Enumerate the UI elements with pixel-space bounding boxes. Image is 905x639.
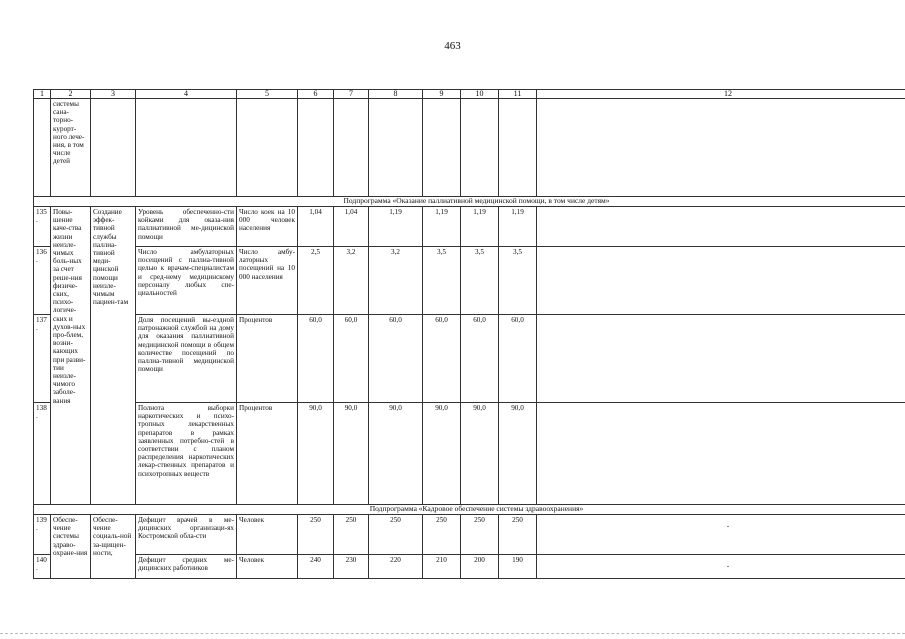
value-cell: 250 [298, 515, 334, 555]
value-cell: 90,0 [461, 403, 499, 505]
note-cell: - [537, 515, 905, 555]
table-row [34, 555, 905, 579]
table-row [34, 515, 905, 555]
task-cell: Обеспе-чение социаль-ной за-щищен-ности, [91, 515, 136, 579]
value-cell: 3,5 [461, 247, 499, 315]
value-cell: 60,0 [298, 315, 334, 403]
value-cell: 90,0 [369, 403, 423, 505]
subprogram-row [34, 505, 905, 515]
table-row [34, 247, 905, 315]
goal-cell: Повы-шение каче-ства жизни неизле-чимых боль-ных за счет реше-ния физиче-ских, психо-логиче-ских и духов-ных про-блем, возни-кающих при разви-тии неизле-чимого заболе-вания [51, 207, 91, 505]
header-cell: 3 [91, 90, 136, 99]
row-number: 139. [34, 515, 51, 555]
row-number: 138. [34, 403, 51, 505]
task-cell: Создание эффек-тивной службы паллиа-тивной меди-цинской помощи неизле-чимым пациен-там [91, 207, 136, 505]
unit-cell: Человек [237, 555, 298, 579]
header-cell: 8 [369, 90, 423, 99]
indicator-cell: Число амбулаторных посещений с паллиа-тивной целью к врачам-специалистам и сред-нему медицинскому персоналу любых спе-циальностей [136, 247, 237, 315]
unit-cell: Процентов [237, 403, 298, 505]
header-row [34, 90, 905, 99]
note-cell: - [537, 555, 905, 579]
subprogram-row [34, 197, 905, 207]
value-cell: 1,19 [423, 207, 461, 247]
value-cell: 60,0 [334, 315, 369, 403]
page-edge-divider [0, 633, 905, 634]
value-cell: 2,5 [298, 247, 334, 315]
subprogram-title: Подпрограмма «Кадровое обеспечение системы здравоохранения» [34, 505, 905, 515]
indicator-cell: Уровень обеспеченно-сти койками для оказа-ния паллиативной ме-дицинской помощи [136, 207, 237, 247]
header-cell: 7 [334, 90, 369, 99]
row-number: 137. [34, 315, 51, 403]
indicator-cell: Полнота выборки наркотических и психо-тропных лекарственных препаратов в рамках заявленных потребно-стей в соответствии с планом распределения наркотических лекар-ственных препаратов и психотропных веществ [136, 403, 237, 505]
value-cell: 3,5 [499, 247, 537, 315]
header-cell: 9 [423, 90, 461, 99]
indicators-table [33, 89, 905, 579]
header-cell: 1 [34, 90, 51, 99]
unit-cell: Число коек на 10 000 человек населения [237, 207, 298, 247]
header-cell: 4 [136, 90, 237, 99]
value-cell: 250 [423, 515, 461, 555]
indicator-cell: Дефицит врачей в ме-дицинских организаци-ях Костромской обла-сти [136, 515, 237, 555]
table-row [34, 403, 905, 505]
value-cell: 3,2 [369, 247, 423, 315]
indicator-cell: Дефицит средних ме-дицинских работников [136, 555, 237, 579]
value-cell: 90,0 [499, 403, 537, 505]
header-cell: 5 [237, 90, 298, 99]
value-cell: 1,19 [461, 207, 499, 247]
unit-cell: Процентов [237, 315, 298, 403]
value-cell: 60,0 [423, 315, 461, 403]
header-cell: 2 [51, 90, 91, 99]
value-cell: 90,0 [423, 403, 461, 505]
value-cell: 200 [461, 555, 499, 579]
header-cell: 12 [537, 90, 905, 99]
value-cell: 250 [334, 515, 369, 555]
value-cell: 60,0 [461, 315, 499, 403]
row-number: 140. [34, 555, 51, 579]
unit-cell: Число амбу-латорных посещений на 10 000 населения [237, 247, 298, 315]
page-number: 463 [444, 40, 461, 52]
value-cell: 60,0 [499, 315, 537, 403]
row-number: 136. [34, 247, 51, 315]
row-number: 135. [34, 207, 51, 247]
header-cell: 10 [461, 90, 499, 99]
header-cell: 11 [499, 90, 537, 99]
value-cell: 3,2 [334, 247, 369, 315]
table-row [34, 99, 905, 197]
header-cell: 6 [298, 90, 334, 99]
value-cell: 250 [369, 515, 423, 555]
value-cell: 3,5 [423, 247, 461, 315]
value-cell: 220 [369, 555, 423, 579]
table-row [34, 207, 905, 247]
value-cell: 1,04 [298, 207, 334, 247]
unit-cell: Человек [237, 515, 298, 555]
value-cell: 250 [461, 515, 499, 555]
value-cell: 210 [423, 555, 461, 579]
value-cell: 1,19 [499, 207, 537, 247]
value-cell: 90,0 [334, 403, 369, 505]
value-cell: 240 [298, 555, 334, 579]
table-row [34, 315, 905, 403]
value-cell: 190 [499, 555, 537, 579]
value-cell: 250 [499, 515, 537, 555]
subprogram-title: Подпрограмма «Оказание паллиативной медицинской помощи, в том числе детям» [34, 197, 905, 207]
value-cell: 90,0 [298, 403, 334, 505]
value-cell: 1,04 [334, 207, 369, 247]
goal-cell: системы сана-торно-курорт-ного лече-ния, в том числе детей [51, 99, 91, 197]
value-cell: 60,0 [369, 315, 423, 403]
value-cell: 230 [334, 555, 369, 579]
value-cell: 1,19 [369, 207, 423, 247]
indicator-cell: Доля посещений вы-ездной патронажной службой на дому для оказания паллиативной медицинской помощи в общем количестве посещений по паллиа-тивной медицинской помощи [136, 315, 237, 403]
goal-cell: Обеспе-чение системы здраво-охране-ния [51, 515, 91, 579]
